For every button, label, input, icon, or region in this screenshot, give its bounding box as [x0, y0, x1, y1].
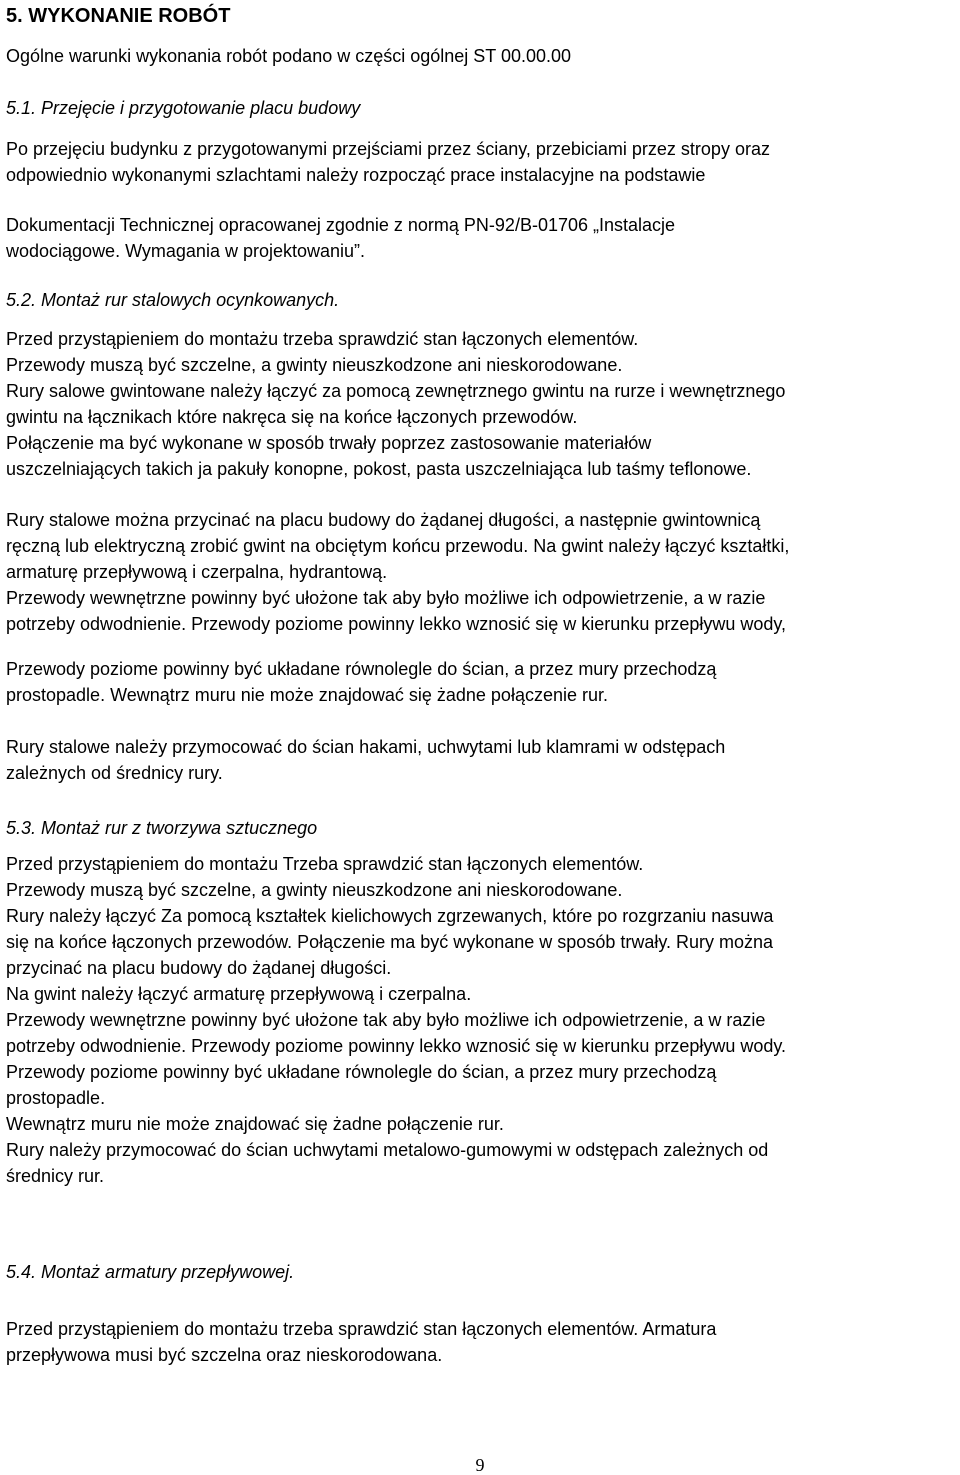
section-5-1-paragraph-2: Dokumentacji Technicznej opracowanej zgodnie z normą PN-92/B-01706 „Instalacje wodociągowe. Wymagania w projektowaniu”. [6, 215, 676, 261]
section-5-3-paragraph-1: Przed przystąpieniem do montażu Trzeba sprawdzić stan łączonych elementów. Przewody muszą być szczelne, a gwinty nieuszkodzone ani nieskorodowane. Rury należy łączyć Za pomocą kształtek kielichowych zgrzewanych, które po rozgrzaniu nasuwa się na końce łączonych przewodów. Połączenie ma być wykonane w sposób trwały. Rury można przycinać na placu budowy do żądanej długości. Na gwint należy łączyć armaturę przepływową i czerpalna. Przewody wewnętrzne powinny być ułożone tak aby było możliwe ich odpowietrzenie, a w razie potrzeby odwodnienie. Przewody poziome powinny lekko wznosić się w kierunku przepływu wody. Przewody poziome powinny być układane równolegle do ścian, a przez mury przechodzą prostopadle. Wewnątrz muru nie może znajdować się żadne połączenie rur. Rury należy przymocować do ścian uchwytami metalowo-gumowymi w odstępach zależnych od średnicy rur. [6, 854, 787, 1186]
section-5-3-title: 5.3. Montaż rur z tworzywa sztucznego [6, 818, 318, 838]
page-number: 9 [475, 1455, 485, 1475]
section-5-4-title: 5.4. Montaż armatury przepływowej. [6, 1262, 295, 1282]
chapter-heading: 5. WYKONANIE ROBÓT [6, 5, 231, 27]
section-5-2-title: 5.2. Montaż rur stalowych ocynkowanych. [6, 290, 340, 310]
section-5-2-paragraph-3: Przewody poziome powinny być układane równolegle do ścian, a przez mury przechodzą prostopadle. Wewnątrz muru nie może znajdować się żadne połączenie rur. [6, 659, 717, 705]
section-5-1-title: 5.1. Przejęcie i przygotowanie placu budowy [6, 98, 361, 118]
section-5-1-paragraph-1: Po przejęciu budynku z przygotowanymi przejściami przez ściany, przebiciami przez stropy oraz odpowiednio wykonanymi szlachtami należy rozpocząć prace instalacyjne na podstawie [6, 139, 770, 185]
section-5-2-paragraph-4: Rury stalowe należy przymocować do ścian hakami, uchwytami lub klamrami w odstępach zależnych od średnicy rury. [6, 737, 726, 783]
section-5-2-paragraph-2: Rury stalowe można przycinać na placu budowy do żądanej długości, a następnie gwintownicą ręczną lub elektryczną zrobić gwint na obciętym końcu przewodu. Na gwint należy łączyć kształtki, armaturę przepływową i czerpalna, hydrantową. Przewody wewnętrzne powinny być ułożone tak aby było możliwe ich odpowietrzenie, a w razie potrzeby odwodnienie. Przewody poziome powinny lekko wznosić się w kierunku przepływu wody, [6, 510, 790, 634]
intro-paragraph: Ogólne warunki wykonania robót podano w części ogólnej ST 00.00.00 [6, 46, 572, 66]
section-5-4-paragraph-1: Przed przystąpieniem do montażu trzeba sprawdzić stan łączonych elementów. Armatura przepływowa musi być szczelna oraz nieskorodowana. [6, 1319, 717, 1365]
section-5-2-paragraph-1: Przed przystąpieniem do montażu trzeba sprawdzić stan łączonych elementów. Przewody muszą być szczelne, a gwinty nieuszkodzone ani nieskorodowane. Rury salowe gwintowane należy łączyć za pomocą zewnętrznego gwintu na rurze i wewnętrznego gwintu na łącznikach które nakręca się na końce łączonych przewodów. Połączenie ma być wykonane w sposób trwały poprzez zastosowanie materiałów uszczelniających takich ja pakuły konopne, pokost, pasta uszczelniająca lub taśmy teflonowe. [6, 329, 786, 479]
